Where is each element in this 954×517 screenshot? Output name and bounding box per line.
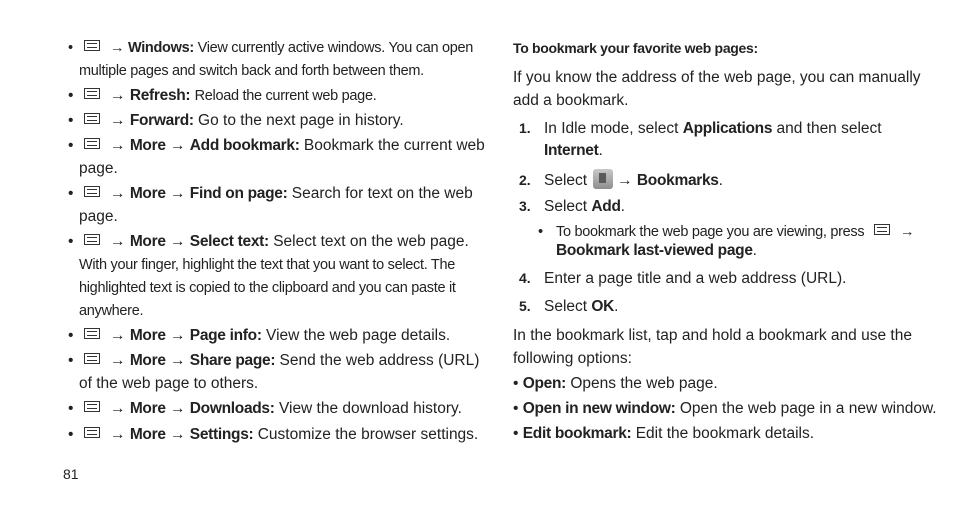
menu-icon (84, 138, 104, 151)
menu-icon (874, 224, 894, 237)
option-find-on-page: • → More → Find on page: Search for text on the web (68, 185, 473, 202)
option-downloads: • → More → Downloads: View the download history. (68, 400, 462, 417)
menu-icon (84, 328, 104, 341)
menu-icon (84, 186, 104, 199)
step-2: 2. Select → Bookmarks. (519, 169, 723, 191)
menu-icon (84, 353, 104, 366)
manual-page: • → Windows: View currently active windows. You can open multiple pages and switch back and forth between them. • → Refresh: Reload the current web page. • → Forward: Go to the next page in history. • → More → Add bookmark: Bookmark the current web page. • → More → Find on page: Search for text on the web page. • → More → Select text: Select text on the web page. With your finger, highlight the text that you want to select. The highlighted text is copied to the clipboard and you can paste it anywhere. • → More → Page info: View the web page details. • → More → Share page: Send the web address (URL) of the web page to others. • → More → Downloads: View the download history. • → More → Settings: Customize the browser settings. To bookmark your favorite web pages: If you know the address of the web page, you can manually add a bookmark. 1. In Idle mode, select Applications and then select Internet. 2. Select → Bookmarks. 3. Select Add. • To bookmark the web page you are viewing, press → Bookmark last-viewed page. 4. Enter a page title and a web address (URL). 5. Select OK. In the bookmark list, tap and hold a bookmark and use the following options: • Open: Opens the web page. • Open in new window: Open the web page in a new window. • Edit bookmark: Edit the bookmark details. 81 (63, 40, 937, 482)
option-select-text: • → More → Select text: Select text on the web page. (68, 233, 469, 250)
step-3-note: • To bookmark the web page you are viewing, press → (538, 224, 915, 240)
option-refresh: • → Refresh: Reload the current web page. (68, 87, 377, 104)
option-edit-bookmark: • Edit bookmark: Edit the bookmark details. (513, 425, 815, 442)
menu-icon (84, 88, 104, 101)
menu-icon (84, 234, 104, 247)
option-add-bookmark: • → More → Add bookmark: Bookmark the current web (68, 137, 485, 154)
option-windows: • → Windows: View currently active windows. You can open (68, 40, 474, 56)
step-1: 1. In Idle mode, select Applications and then select (519, 120, 882, 137)
intro-paragraph: If you know the address of the web page, you can manually (513, 69, 921, 86)
page-number: 81 (63, 466, 79, 482)
section-heading: To bookmark your favorite web pages: (513, 40, 758, 56)
option-page-info: • → More → Page info: View the web page details. (68, 327, 451, 344)
option-share-page: • → More → Share page: Send the web address (URL) (68, 352, 480, 369)
menu-icon (84, 427, 104, 440)
option-open-new-window: • Open in new window: Open the web page in a new window. (513, 400, 937, 417)
menu-icon (84, 401, 104, 414)
step-3: 3. Select Add. (519, 198, 625, 215)
option-settings: • → More → Settings: Customize the browser settings. (68, 426, 479, 443)
option-forward: • → Forward: Go to the next page in history. (68, 112, 404, 129)
step-4: 4. Enter a page title and a web address (URL). (519, 270, 847, 287)
menu-icon (84, 113, 104, 126)
option-open: • Open: Opens the web page. (513, 375, 718, 392)
menu-icon (84, 40, 104, 53)
step-5: 5. Select OK. (519, 298, 619, 315)
outro-paragraph: In the bookmark list, tap and hold a bookmark and use the (513, 327, 912, 344)
bookmarks-app-icon (593, 169, 613, 189)
